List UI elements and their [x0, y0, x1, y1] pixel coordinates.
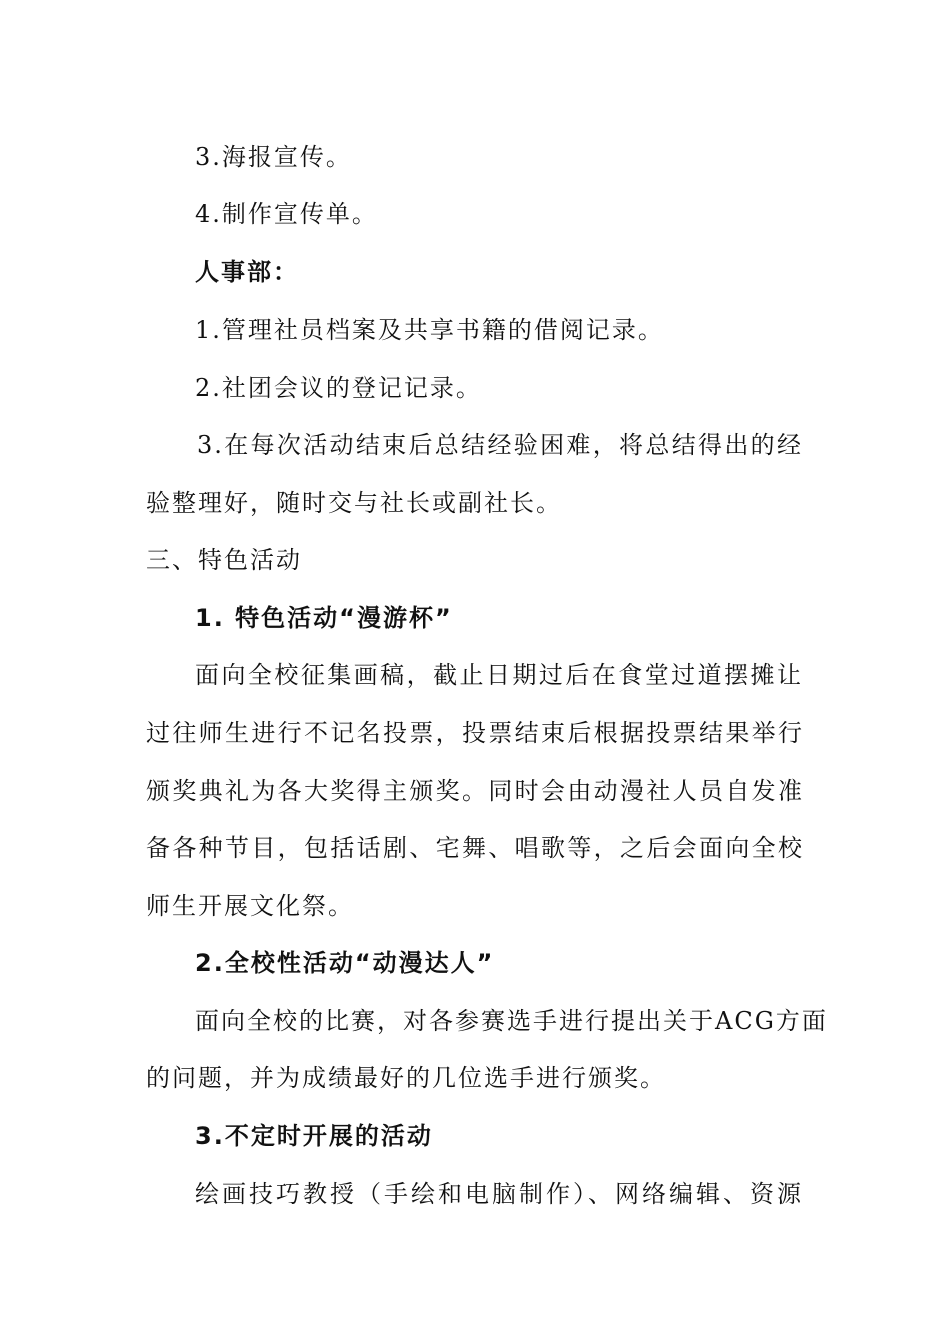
- subsection-heading: 2.全校性活动“动漫达人”: [195, 949, 495, 977]
- subsection-heading: 1. 特色活动“漫游杯”: [195, 604, 453, 632]
- section-heading: 三、特色活动: [146, 546, 302, 574]
- paragraph-line: 面向全校征集画稿，截止日期过后在食堂过道摆摊让: [195, 661, 803, 689]
- paragraph-line: 的问题，并为成绩最好的几位选手进行颁奖。: [146, 1064, 666, 1092]
- paragraph-line: 过往师生进行不记名投票，投票结束后根据投票结果举行: [146, 719, 804, 747]
- paragraph-line: 师生开展文化祭。: [146, 892, 354, 920]
- list-item: 3.海报宣传。: [195, 143, 352, 171]
- paragraph-line: 面向全校的比赛，对各参赛选手进行提出关于ACG方面: [195, 1007, 828, 1035]
- list-item: 2.社团会议的登记记录。: [195, 374, 482, 402]
- paragraph-line: 绘画技巧教授（手绘和电脑制作）、网络编辑、资源: [195, 1180, 803, 1208]
- paragraph-line: 验整理好，随时交与社长或副社长。: [146, 489, 562, 517]
- subsection-heading: 3.不定时开展的活动: [195, 1122, 433, 1150]
- list-item: 4.制作宣传单。: [195, 200, 378, 228]
- paragraph-line: 备各种节目，包括话剧、宅舞、唱歌等，之后会面向全校: [146, 834, 804, 862]
- section-heading: 人事部：: [195, 258, 299, 286]
- paragraph-line: 颁奖典礼为各大奖得主颁奖。同时会由动漫社人员自发准: [146, 777, 804, 805]
- list-item: 1.管理社员档案及共享书籍的借阅记录。: [195, 316, 664, 344]
- list-item: 3.在每次活动结束后总结经验困难，将总结得出的经: [197, 431, 803, 459]
